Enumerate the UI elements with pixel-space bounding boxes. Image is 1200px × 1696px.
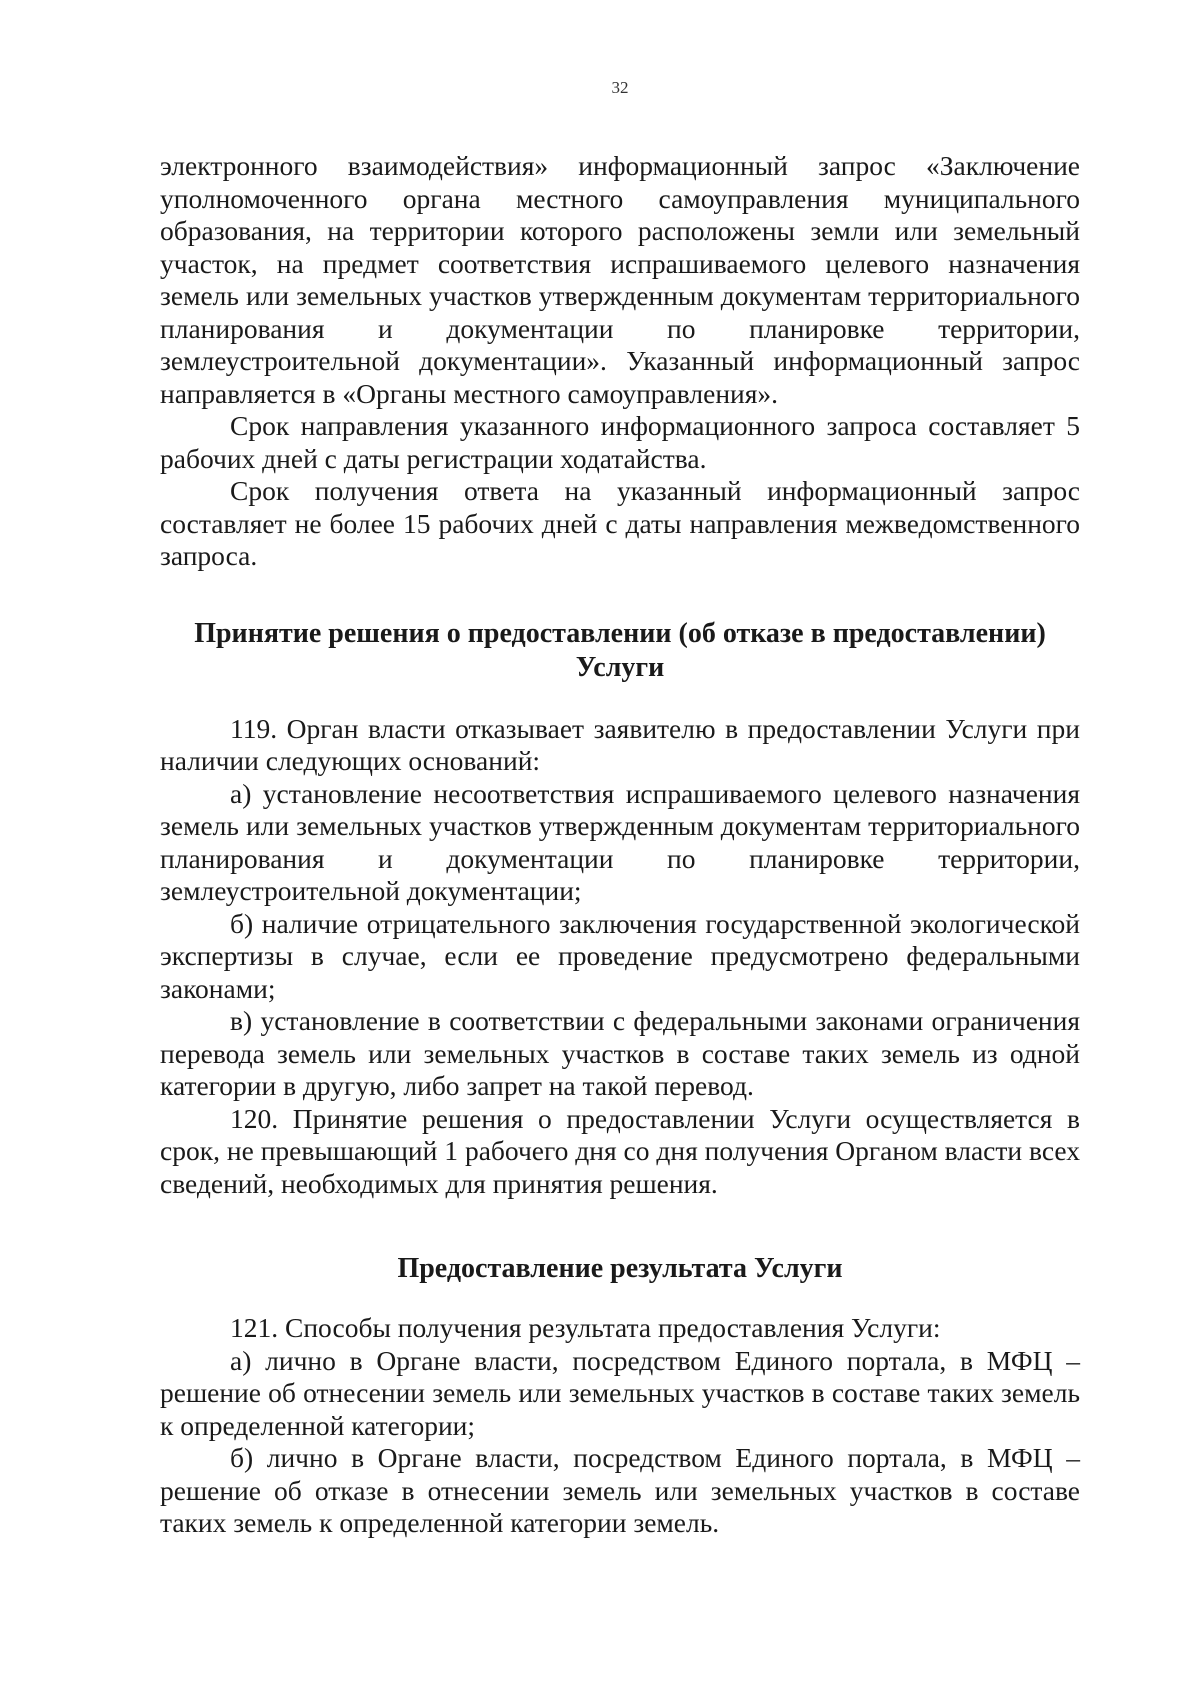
clause-119: 119. Орган власти отказывает заявителю в предоставлении Услуги при наличии следующих оснований: <box>160 712 1080 776</box>
clause-119-c: в) установление в соответствии с федеральными законами ограничения перевода земель или земельных участков в составе таких земель из одной категории в другую, либо запрет на такой перевод. <box>160 1005 1080 1101</box>
clause-121-a: а) лично в Органе власти, посредством Единого портала, в МФЦ – решение об отнесении земель или земельных участков в составе таких земель к определенной категории; <box>160 1344 1080 1441</box>
clause-119-b: б) наличие отрицательного заключения государственной экологической экспертизы в случае, если ее проведение предусмотрено федеральными законами; <box>160 907 1080 1004</box>
clause-120: 120. Принятие решения о предоставлении Услуги осуществляется в срок, не превышающий 1 рабочего дня со дня получения Органом власти всех сведений, необходимых для принятия решения. <box>160 1102 1080 1199</box>
document-body <box>160 150 1080 1540</box>
clause-121: 121. Способы получения результата предоставления Услуги: <box>230 1312 941 1343</box>
section-heading-line: Услуги <box>575 651 665 683</box>
section-heading-line: Принятие решения о предоставлении (об отказе в предоставлении) <box>194 617 1046 649</box>
page-number: 32 <box>611 78 629 97</box>
clause-121-b: б) лично в Органе власти, посредством Единого портала, в МФЦ – решение об отказе в отнесении земель или земельных участков в составе таких земель к определенной категории земель. <box>160 1442 1080 1538</box>
clause-119-a: а) установление несоответствия испрашиваемого целевого назначения земель или земельных участков утвержденным документам территориального планирования и документации по планировке территории, землеустроительной документации; <box>160 777 1080 906</box>
section-heading-decision <box>160 617 1080 685</box>
term-paragraph: Срок получения ответа на указанный информационный запрос составляет не более 15 рабочих дней с даты направления межведомственного запроса. <box>160 475 1080 571</box>
section-heading-result: Предоставление результата Услуги <box>397 1253 843 1284</box>
intro-paragraph: электронного взаимодействия» информационный запрос «Заключение уполномоченного органа местного самоуправления муниципального образования, на территории которого расположены земли или земельный участок, на предмет соответствия испрашиваемого целевого назначения земель или земельных участков утвержденным документам территориального планирования и документации по планировке территории, землеустроительной документации». Указанный информационный запрос направляется в «Органы местного самоуправления». <box>160 150 1080 409</box>
term-paragraph: Срок направления указанного информационного запроса составляет 5 рабочих дней с даты регистрации ходатайства. <box>160 410 1080 474</box>
